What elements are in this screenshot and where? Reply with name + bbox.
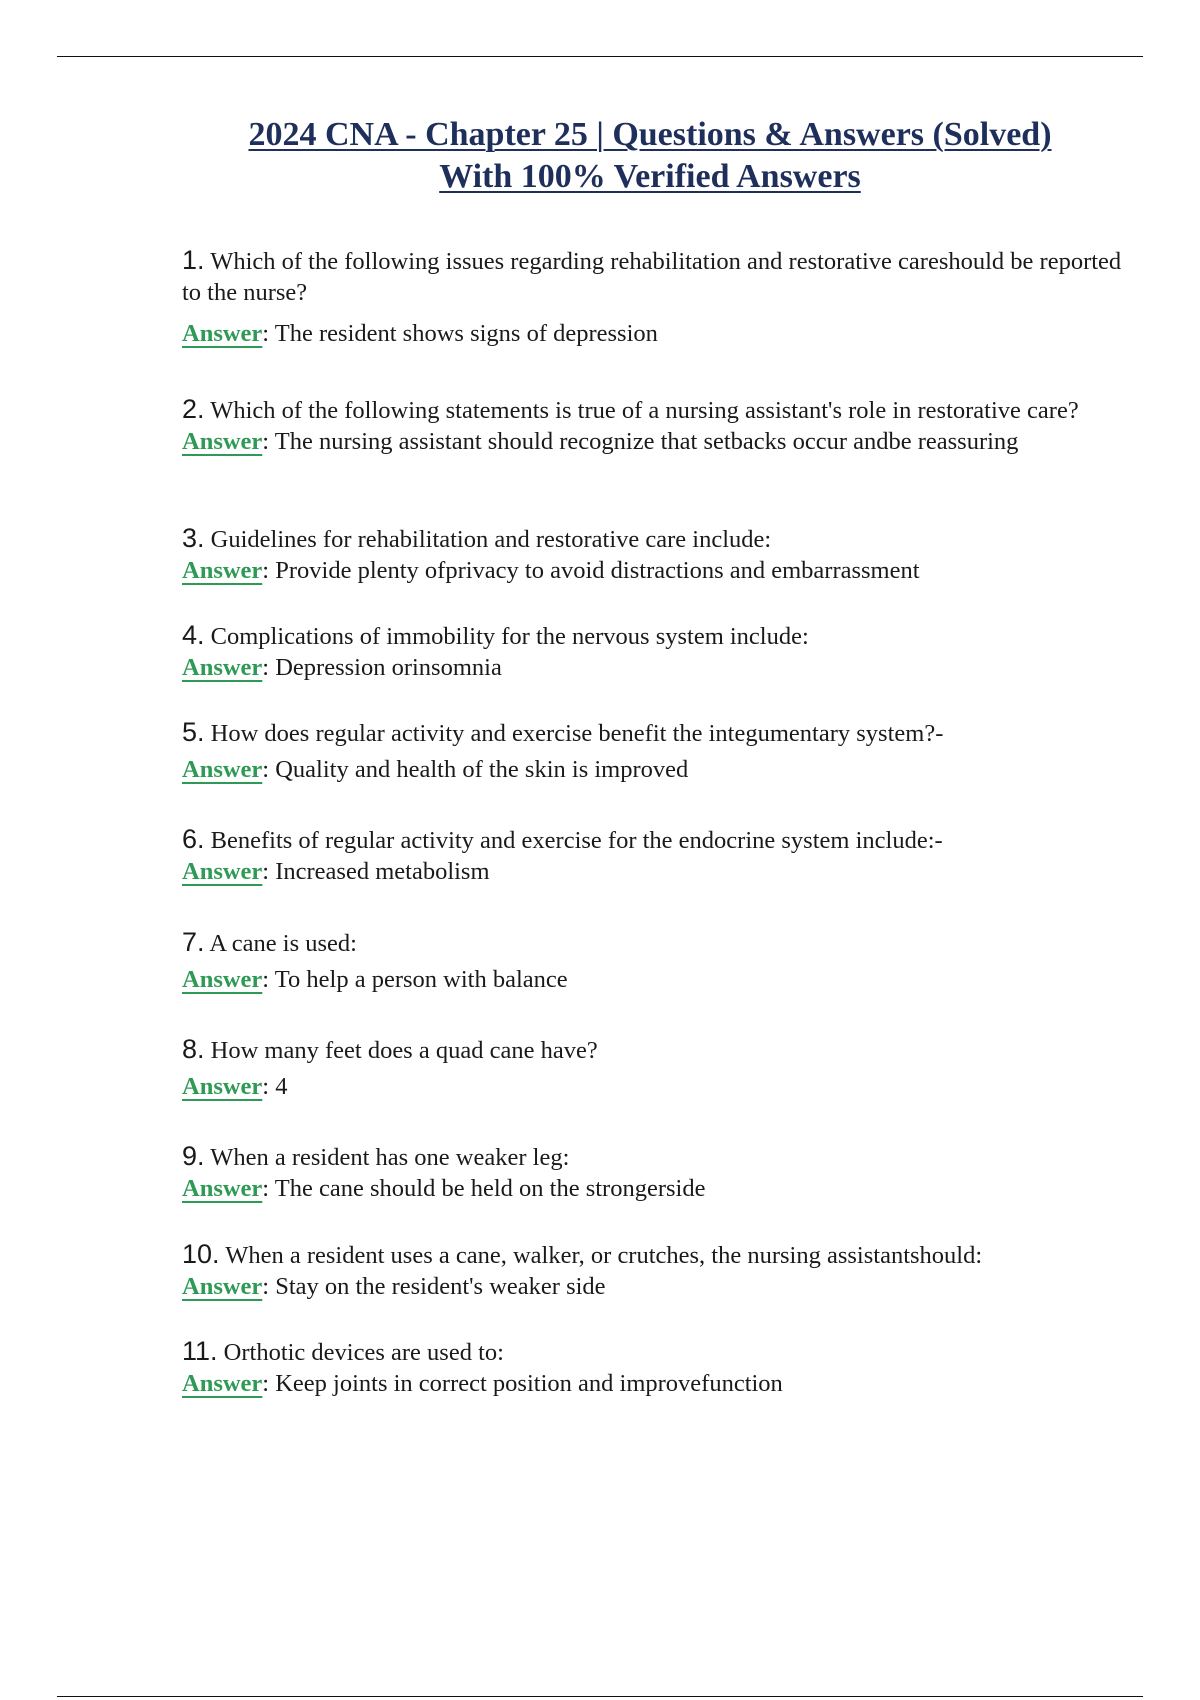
answer-label: Answer — [182, 966, 263, 993]
answer-6 — [182, 856, 1142, 887]
answer-7 — [182, 964, 1142, 995]
qa-item-7 — [182, 927, 1142, 995]
answer-label: Answer — [182, 1175, 263, 1202]
title-line-2: With 100% Verified Answers — [439, 158, 861, 195]
question-text: Which of the following statements is true of a nursing assistant's role in restorative care? — [210, 397, 1079, 424]
answer-text: : The cane should be held on the strongerside — [262, 1175, 706, 1202]
answer-9 — [182, 1173, 1142, 1204]
qa-item-10 — [182, 1239, 1142, 1302]
answer-2 — [182, 426, 1142, 457]
qa-item-4 — [182, 620, 1142, 683]
question-5 — [182, 717, 1142, 749]
answer-4 — [182, 652, 1142, 683]
question-4 — [182, 620, 1142, 652]
question-text: Orthotic devices are used to: — [223, 1339, 504, 1366]
qa-item-5 — [182, 717, 1142, 785]
answer-label: Answer — [182, 1370, 263, 1397]
answer-text: : To help a person with balance — [262, 966, 568, 993]
qa-item-9 — [182, 1141, 1142, 1204]
answer-text: : The nursing assistant should recognize that setbacks occur andbe reassuring — [262, 428, 1019, 455]
question-text: Complications of immobility for the nervous system include: — [210, 623, 809, 650]
qa-item-8 — [182, 1034, 1142, 1102]
question-number: 8. — [182, 1034, 205, 1064]
answer-text: : The resident shows signs of depression — [262, 320, 658, 347]
title-line-1: 2024 CNA - Chapter 25 | Questions & Answers (Solved) — [248, 116, 1052, 153]
answer-label: Answer — [182, 1073, 263, 1100]
answer-10 — [182, 1271, 1142, 1302]
answer-5 — [182, 754, 1142, 785]
question-9 — [182, 1141, 1142, 1173]
answer-11 — [182, 1368, 1142, 1399]
qa-item-3 — [182, 523, 1142, 586]
question-number: 7. — [182, 927, 205, 957]
answer-label: Answer — [182, 654, 263, 681]
answer-text: : Quality and health of the skin is improved — [262, 756, 689, 783]
question-number: 10. — [182, 1239, 220, 1269]
question-text: How many feet does a quad cane have? — [210, 1037, 598, 1064]
question-7 — [182, 927, 1142, 959]
question-text: How does regular activity and exercise benefit the integumentary system?- — [210, 720, 944, 747]
answer-1 — [182, 318, 1142, 349]
answer-label: Answer — [182, 428, 263, 455]
qa-item-1 — [182, 245, 1142, 349]
question-number: 3. — [182, 523, 205, 553]
answer-text: : Stay on the resident's weaker side — [262, 1273, 606, 1300]
question-1 — [182, 245, 1142, 308]
answer-label: Answer — [182, 756, 263, 783]
answer-3 — [182, 555, 1142, 586]
answer-label: Answer — [182, 1273, 263, 1300]
question-number: 11. — [182, 1336, 218, 1366]
question-6 — [182, 824, 1142, 856]
answer-label: Answer — [182, 557, 263, 584]
answer-8 — [182, 1071, 1142, 1102]
document-title — [150, 114, 1150, 198]
question-text: When a resident uses a cane, walker, or crutches, the nursing assistantshould: — [225, 1242, 983, 1269]
question-number: 4. — [182, 620, 205, 650]
answer-text: : Provide plenty ofprivacy to avoid distractions and embarrassment — [262, 557, 920, 584]
bottom-rule — [57, 1696, 1143, 1697]
question-8 — [182, 1034, 1142, 1066]
question-3 — [182, 523, 1142, 555]
qa-item-11 — [182, 1336, 1142, 1399]
question-number: 1. — [182, 245, 205, 275]
answer-text: : Keep joints in correct position and improvefunction — [262, 1370, 783, 1397]
question-2 — [182, 394, 1142, 426]
question-number: 9. — [182, 1141, 205, 1171]
qa-item-2 — [182, 394, 1142, 457]
answer-text: : Increased metabolism — [262, 858, 490, 885]
question-text: Benefits of regular activity and exercise for the endocrine system include:- — [210, 827, 943, 854]
answer-text: : 4 — [262, 1073, 288, 1100]
answer-label: Answer — [182, 320, 263, 347]
answer-label: Answer — [182, 858, 263, 885]
answer-text: : Depression orinsomnia — [262, 654, 502, 681]
top-rule — [57, 56, 1143, 57]
question-11 — [182, 1336, 1142, 1368]
question-text: Guidelines for rehabilitation and restorative care include: — [210, 526, 772, 553]
qa-item-6 — [182, 824, 1142, 887]
question-10 — [182, 1239, 1142, 1271]
question-number: 5. — [182, 717, 205, 747]
question-text: When a resident has one weaker leg: — [210, 1144, 570, 1171]
question-text: Which of the following issues regarding rehabilitation and restorative careshould be reported to the nurse? — [182, 248, 1122, 306]
question-text: A cane is used: — [209, 930, 357, 957]
question-number: 2. — [182, 394, 205, 424]
question-number: 6. — [182, 824, 205, 854]
